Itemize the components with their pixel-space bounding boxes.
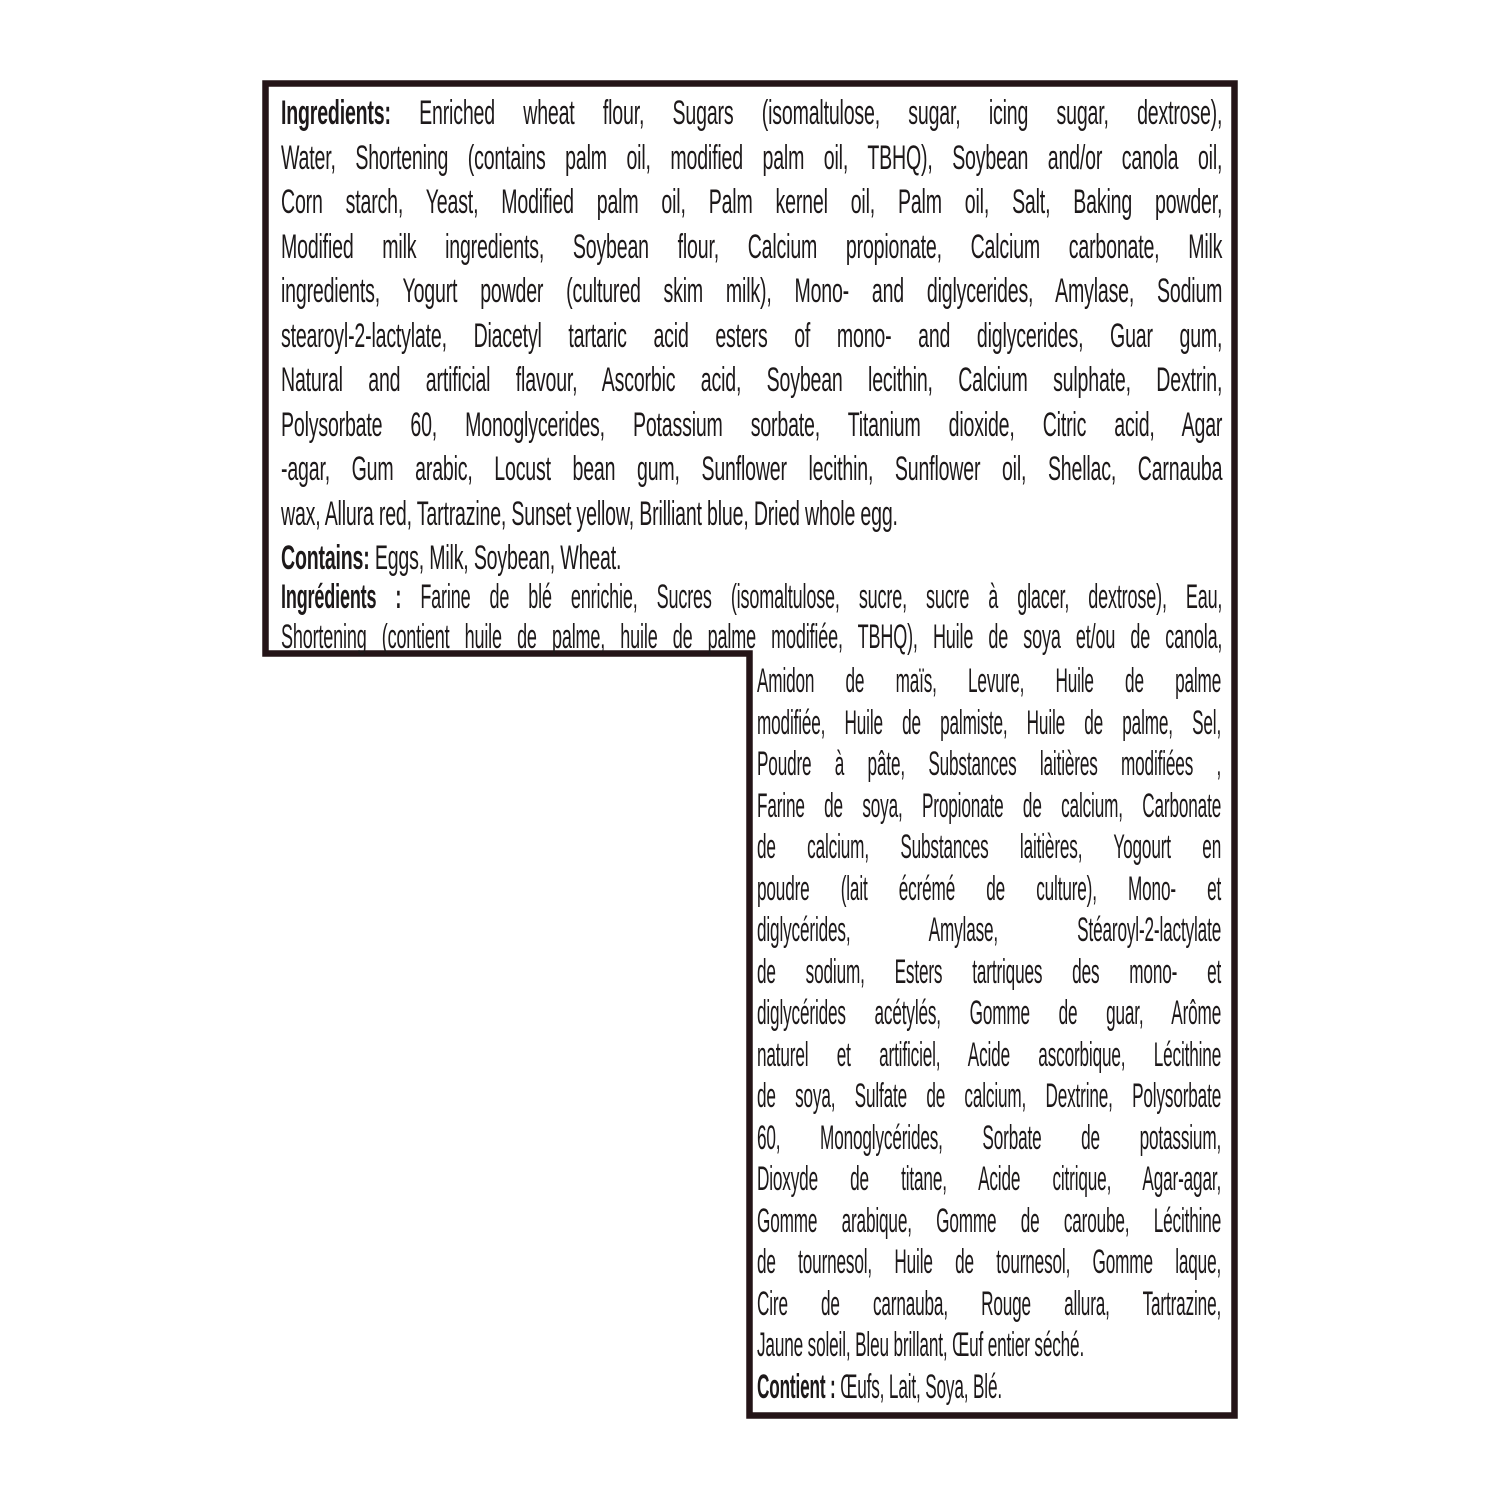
text-line: diglycérides, Amylase, Stéaroyl-2-lactylate — [757, 911, 1222, 949]
text-line: Amidon de maïs, Levure, Huile de palme — [757, 662, 1222, 700]
text-line: naturel et artificiel, Acide ascorbique, Lécithine — [757, 1035, 1222, 1074]
text-line: wax, Allura red, Tartrazine, Sunset yellow, Brilliant blue, Dried whole egg. — [281, 494, 898, 533]
text-line: Cire de carnauba, Rouge allura, Tartrazine, — [757, 1284, 1222, 1323]
text-line: -agar, Gum arabic, Locust bean gum, Sunflower lecithin, Sunflower oil, Shellac, Carnauba — [281, 450, 1223, 488]
text-line: Modified milk ingredients, Soybean flour, Calcium propionate, Calcium carbonate, Milk — [281, 227, 1223, 266]
text-line: modifiée, Huile de palmiste, Huile de palme, Sel, — [757, 703, 1222, 742]
text-line: de calcium, Substances laitières, Yogourt en — [757, 828, 1222, 866]
english-ingredients-block — [281, 91, 1222, 581]
bold-label: Contient : — [757, 1367, 836, 1406]
text-line: Water, Shortening (contains palm oil, modified palm oil, TBHQ), Soybean and/or canola oil, — [281, 138, 1223, 177]
text-line: Contains: Eggs, Milk, Soybean, Wheat. — [281, 539, 622, 577]
bold-label: Ingredients: — [281, 94, 391, 132]
text-line: Shortening (contient huile de palme, huile de palme modifiée, TBHQ), Huile de soya et/ou de canola, — [281, 618, 1223, 656]
text-line: Polysorbate 60, Monoglycerides, Potassium sorbate, Titanium dioxide, Citric acid, Agar — [281, 405, 1223, 444]
text-line: 60, Monoglycérides, Sorbate de potassium, — [757, 1118, 1222, 1157]
text-line: Farine de soya, Propionate de calcium, Carbonate — [757, 786, 1222, 825]
text-line: de sodium, Esters tartriques des mono- et — [757, 952, 1222, 991]
text-line: Poudre à pâte, Substances laitières modifiées , — [757, 745, 1222, 783]
text-line: poudre (lait écrémé de culture), Mono- et — [757, 869, 1222, 908]
text-line: Dioxyde de titane, Acide citrique, Agar-agar, — [757, 1160, 1222, 1198]
bold-label: Contains: — [281, 539, 370, 577]
text-line: Gomme arabique, Gomme de caroube, Lécithine — [757, 1201, 1222, 1240]
text-line: Contient : Œufs, Lait, Soya, Blé. — [757, 1367, 1002, 1406]
text-line: Natural and artificial flavour, Ascorbic acid, Soybean lecithin, Calcium sulphate, Dextrin, — [281, 361, 1223, 399]
text-line: Corn starch, Yeast, Modified palm oil, Palm kernel oil, Palm oil, Salt, Baking powder, — [281, 183, 1223, 221]
french-ingredients-intro-block — [281, 577, 1222, 657]
text-line: diglycérides acétylés, Gomme de guar, Arôme — [757, 994, 1222, 1032]
text-line: ingredients, Yogurt powder (cultured skim milk), Mono- and diglycerides, Amylase, Sodium — [281, 272, 1223, 310]
text-line: de soya, Sulfate de calcium, Dextrine, Polysorbate — [757, 1077, 1222, 1115]
text-line: Jaune soleil, Bleu brillant, Œuf entier séché. — [757, 1326, 1085, 1364]
text-line: de tournesol, Huile de tournesol, Gomme laque, — [757, 1243, 1222, 1281]
text-line: Ingrédients : Farine de blé enrichie, Sucres (isomaltulose, sucre, sucre à glacer, dextrose), Eau, — [281, 578, 1223, 616]
french-ingredients-column-block — [757, 661, 1221, 1408]
bold-label: Ingrédients : — [281, 578, 402, 616]
text-line: stearoyl-2-lactylate, Diacetyl tartaric acid esters of mono- and diglycerides, Guar gum, — [281, 316, 1223, 355]
text-line: Ingredients: Enriched wheat flour, Sugars (isomaltulose, sugar, icing sugar, dextrose), — [281, 94, 1223, 132]
